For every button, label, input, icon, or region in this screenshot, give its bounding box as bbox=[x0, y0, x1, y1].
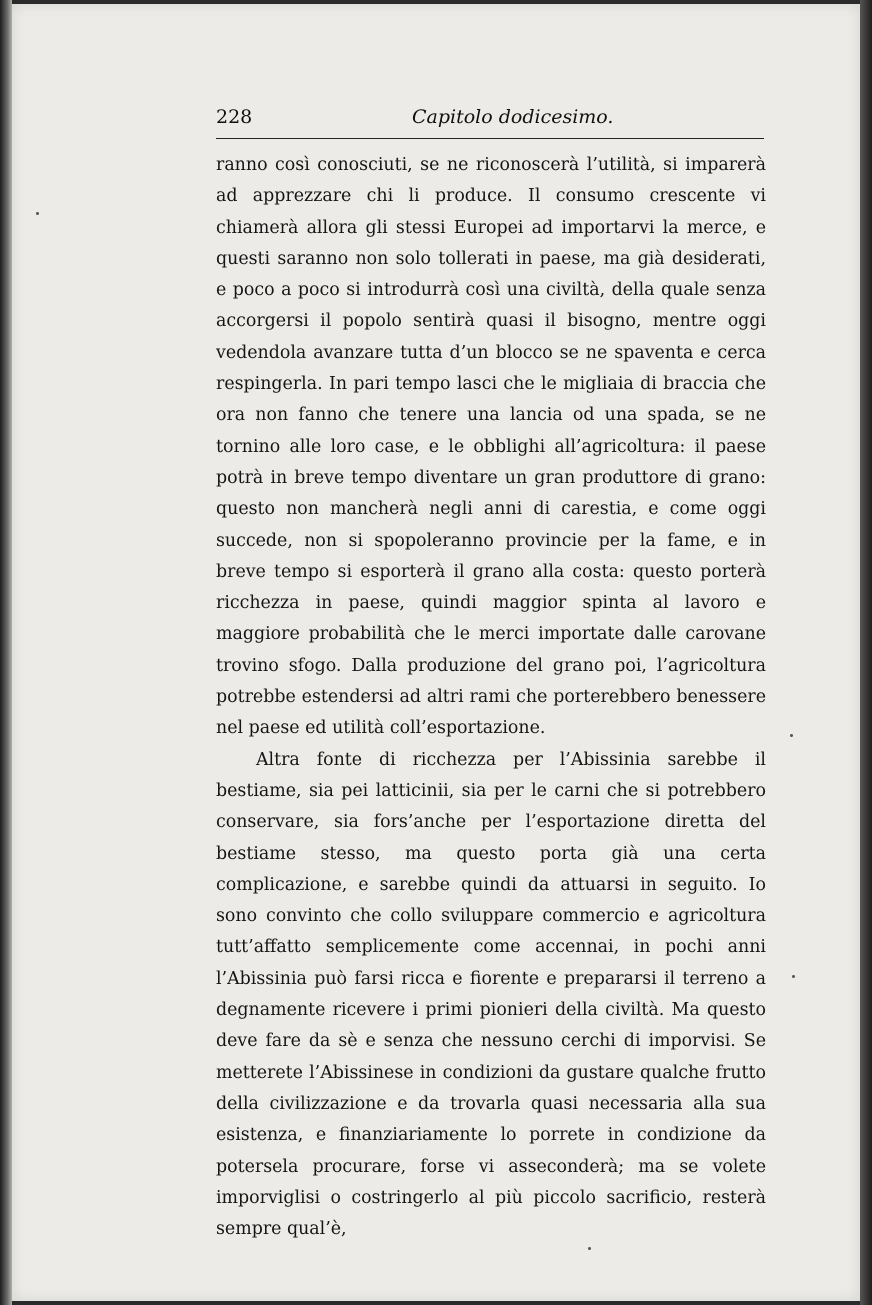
header-rule bbox=[216, 138, 764, 139]
paper-speck bbox=[790, 734, 793, 737]
paragraph-1: ranno così conosciuti, se ne riconoscerà l’utilità, si imparerà ad apprezzare chi li produce. Il consumo crescente vi chiamerà allora gli stessi Europei ad importarvi la merce, e questi saranno non solo tollerati in paese, ma già desiderati, e poco a poco si introdurrà così una civiltà, della quale senza accorgersi il popolo sentirà quasi il bisogno, mentre oggi vedendola avanzare tutta d’un blocco se ne spaventa e cerca respingerla. In pari tempo lasci che le migliaia di braccia che ora non fanno che tenere una lancia od una spada, se ne tornino alle loro case, e le obblighi all’agricoltura: il paese potrà in breve tempo diventare un gran produttore di grano: questo non mancherà negli anni di carestia, e come oggi succede, non si spopoleranno provincie per la fame, e in breve tempo si esporterà il grano alla costa: questo porterà ricchezza in paese, quindi maggior spinta al lavoro e maggiore probabilità che le merci importate dalle carovane trovino sfogo. Dalla produzione del grano poi, l’agricoltura potrebbe estendersi ad altri rami che porterebbero benessere nel paese ed utilità coll’esportazione. bbox=[216, 155, 766, 739]
paper-speck bbox=[588, 1247, 591, 1250]
book-outer-edge bbox=[860, 0, 872, 1305]
body-text bbox=[216, 150, 766, 1245]
paper-speck bbox=[36, 212, 39, 215]
running-head: Capitolo dodicesimo. bbox=[412, 106, 614, 128]
paragraph-2: Altra fonte di ricchezza per l’Abissinia sarebbe il bestiame, sia pei latticinii, sia per le carni che si potrebbero conservare, sia fors’anche per l’esportazione diretta del bestiame stesso, ma questo porta già una certa complicazione, e sarebbe quindi da attuarsi in seguito. Io sono convinto che collo sviluppare commercio e agricoltura tutt’affatto semplicemente come accennai, in pochi anni l’Abissinia può farsi ricca e fiorente e prepararsi il terreno a degnamente ricevere i primi pionieri della civiltà. Ma questo deve fare da sè e senza che nessuno cerchi di imporvisi. Se metterete l’Abissinese in condizioni da gustare qualche frutto della civilizzazione e da trovarla quasi necessaria alla sua esistenza, e finanziariamente lo porrete in condizione da potersela procurare, forse vi asseconderà; ma se volete imporviglisi o costringerlo al più piccolo sacrificio, resterà sempre qual’è, bbox=[216, 749, 766, 1240]
paper-speck bbox=[792, 975, 795, 978]
book-gutter-edge bbox=[0, 0, 12, 1305]
page-number: 228 bbox=[216, 106, 253, 128]
page-header bbox=[216, 104, 764, 132]
